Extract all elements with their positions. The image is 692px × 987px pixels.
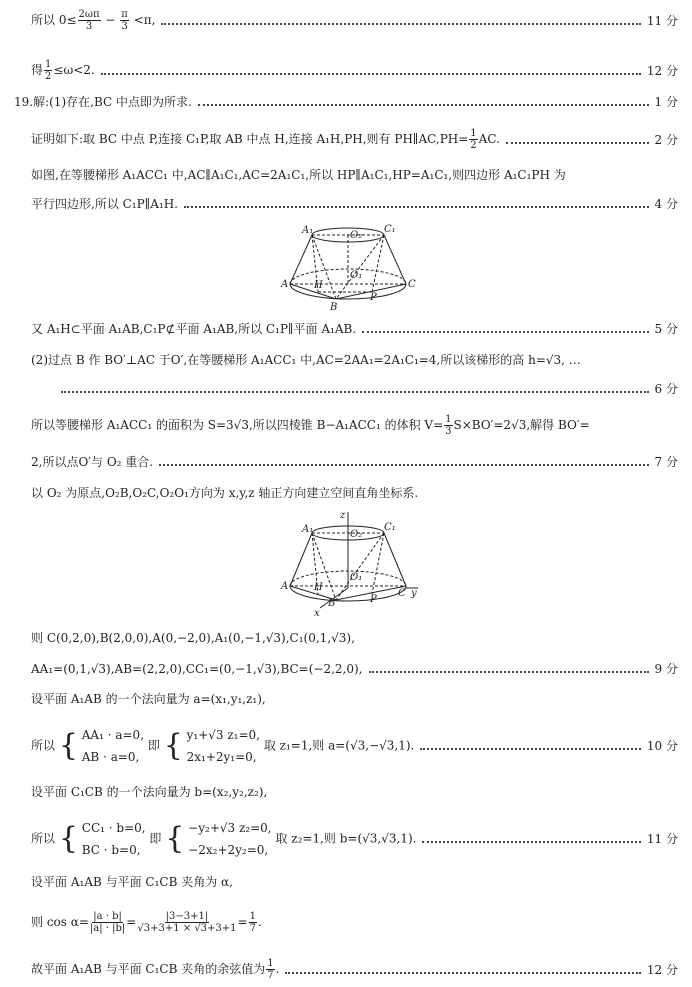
line-18-text: 所以 { CC₁ · b=0, BC · b=0, 即 { −y₂+√3 z₂=0, −2x₂+2y₂=0, 取 z₂=1,则 b=(√3,√3,1).: [31, 821, 417, 857]
label-x: x: [314, 608, 320, 618]
line-14-text: AA₁=(0,1,√3),AB=(2,2,0),CC₁=(0,−1,√3),BC=(−2,2,0),: [31, 662, 363, 676]
line-5-text: 如图,在等腰梯形 A₁ACC₁ 中,AC∥A₁C₁,AC=2A₁C₁,所以 HP∥A₁C₁,HP=A₁C₁,则四边形 A₁C₁PH 为: [31, 168, 566, 182]
frustum-figure: [280, 220, 420, 312]
line-8-text: (2)过点 B 作 BO′⊥AC 于O′,在等腰梯形 A₁ACC₁ 中,AC=2AA₁=2A₁C₁=4,所以该梯形的高 h=√3, …: [31, 353, 581, 367]
line-14: [31, 661, 678, 677]
leader-dots: [369, 671, 649, 673]
label-C: C: [408, 279, 416, 290]
line-16-text: 所以 { AA₁ · a=0, AB · a=0, 即 { y₁+√3 z₁=0, 2x₁+2y₁=0, 取 z₁=1,则 a=(√3,−√3,1).: [31, 728, 415, 764]
score-label: 2 分: [654, 132, 678, 147]
label-P: P: [370, 594, 377, 605]
leader-dots: [161, 23, 640, 25]
line-18: [31, 815, 678, 863]
line-15-text: 设平面 A₁AB 的一个法向量为 a=(x₁,y₁,z₁),: [31, 692, 266, 706]
label-A: A: [281, 279, 289, 290]
line-3: [14, 94, 678, 110]
label-y: y: [411, 588, 417, 599]
leader-dots: [184, 206, 649, 208]
line-19: [31, 874, 678, 890]
line-21-text: 故平面 A₁AB 与平面 C₁CB 夹角的余弦值为 $\frac{1}{7}$ .: [31, 958, 280, 981]
leader-dots: [101, 73, 641, 75]
leader-dots: [362, 331, 648, 333]
score-label: 9 分: [654, 662, 678, 676]
line-12-text: 以 O₂ 为原点,O₂B,O₂C,O₂O₁方向为 x,y,z 轴正方向建立空间直角坐标系.: [31, 486, 419, 500]
label-A: A: [281, 581, 289, 592]
label-C1: C₁: [384, 522, 396, 533]
leader-dots: [61, 391, 649, 393]
line-8: [31, 352, 678, 368]
score-label: 5 分: [654, 322, 678, 336]
line-4-text: 证明如下:取 BC 中点 P,连接 C₁P,取 AB 中点 H,连接 A₁H,PH,则有 PH∥AC,PH= $\frac{1}{2}$ AC.: [31, 128, 500, 151]
label-O2: O₂: [350, 230, 363, 241]
cos-formula: 则 cos α= $\frac{|a \cdot b|}{|a| \cdot |b|}$ = $\frac{|3-3+1|}{√3+3+1 \times √3+3+1}$ = $\frac{1}{7}$ .: [31, 911, 262, 934]
frustum-axes-figure: [280, 508, 420, 618]
line-2-text: 得 $\frac{1}{2}$ ≤ω<2.: [31, 59, 95, 82]
label-z: z: [340, 510, 346, 521]
line-12: [31, 485, 678, 501]
right-edge: [384, 235, 406, 284]
leader-dots: [285, 972, 640, 974]
label-H: H: [314, 280, 323, 291]
label-B: B: [330, 302, 338, 312]
label-O1: O₁: [350, 572, 363, 583]
label-O1: O₁: [350, 270, 363, 281]
right-edge: [384, 533, 406, 586]
label-B: B: [328, 598, 336, 609]
line-19-text: 设平面 A₁AB 与平面 C₁CB 夹角为 α,: [31, 875, 233, 889]
line-17: [31, 784, 678, 800]
leader-dots: [420, 748, 641, 750]
line-13: [31, 630, 678, 646]
score-label: 12 分: [646, 962, 678, 977]
line-1-text: 所以 0≤ $\frac{2\omega\pi}{3}$ − $\frac{\pi}{3}$ <π,: [31, 9, 156, 32]
line-7: [31, 321, 678, 337]
label-C1: C₁: [384, 224, 396, 235]
label-P: P: [370, 292, 377, 303]
line-13-text: 则 C(0,2,0),B(2,0,0),A(0,−2,0),A₁(0,−1,√3),C₁(0,1,√3),: [31, 631, 355, 645]
line-4: [31, 128, 678, 151]
score-label: 4 分: [654, 197, 678, 211]
score-label: 11 分: [646, 13, 678, 28]
left-edge: [290, 235, 312, 284]
line-6: [31, 196, 678, 212]
line-1: [31, 9, 678, 32]
score-label: 11 分: [646, 832, 678, 846]
line-10-text: 所以等腰梯形 A₁ACC₁ 的面积为 S=3√3,所以四棱锥 B−A₁ACC₁ 的体积 V= $\frac{1}{3}$ S×BO′=2√3,解得 BO′=: [31, 414, 590, 437]
label-A1: A₁: [302, 524, 314, 535]
line-15: [31, 691, 678, 707]
line-5: [31, 167, 678, 183]
label-O2: O₂: [350, 529, 363, 540]
leader-dots: [422, 841, 640, 843]
label-C: C: [398, 588, 406, 599]
leader-dots: [159, 464, 648, 466]
label-H: H: [314, 582, 323, 593]
question-19-heading: 19.解:(1)存在,BC 中点即为所求.: [14, 95, 192, 109]
leader-dots: [506, 142, 649, 144]
label-A1: A₁: [302, 225, 314, 236]
line-6-text: 平行四边形,所以 C₁P∥A₁H.: [31, 197, 178, 211]
left-edge: [290, 533, 312, 586]
leader-dots: [198, 104, 649, 106]
line-10: [31, 414, 678, 437]
segment-C1B: [336, 533, 384, 600]
line-11: [31, 454, 678, 470]
line-16: [31, 722, 678, 770]
line-20: [31, 906, 678, 938]
line-11-text: 2,所以点O′与 O₂ 重合.: [31, 455, 154, 469]
score-label: 7 分: [654, 455, 678, 469]
score-label: 6 分: [654, 382, 678, 396]
line-9: [31, 381, 678, 397]
score-label: 1 分: [654, 95, 678, 109]
line-21: [31, 958, 678, 981]
line-17-text: 设平面 C₁CB 的一个法向量为 b=(x₂,y₂,z₂),: [31, 785, 268, 799]
line-7-text: 又 A₁H⊂平面 A₁AB,C₁P⊄平面 A₁AB,所以 C₁P∥平面 A₁AB.: [31, 322, 357, 336]
line-2: [31, 59, 678, 82]
score-label: 10 分: [646, 739, 678, 753]
score-label: 12 分: [646, 63, 678, 78]
